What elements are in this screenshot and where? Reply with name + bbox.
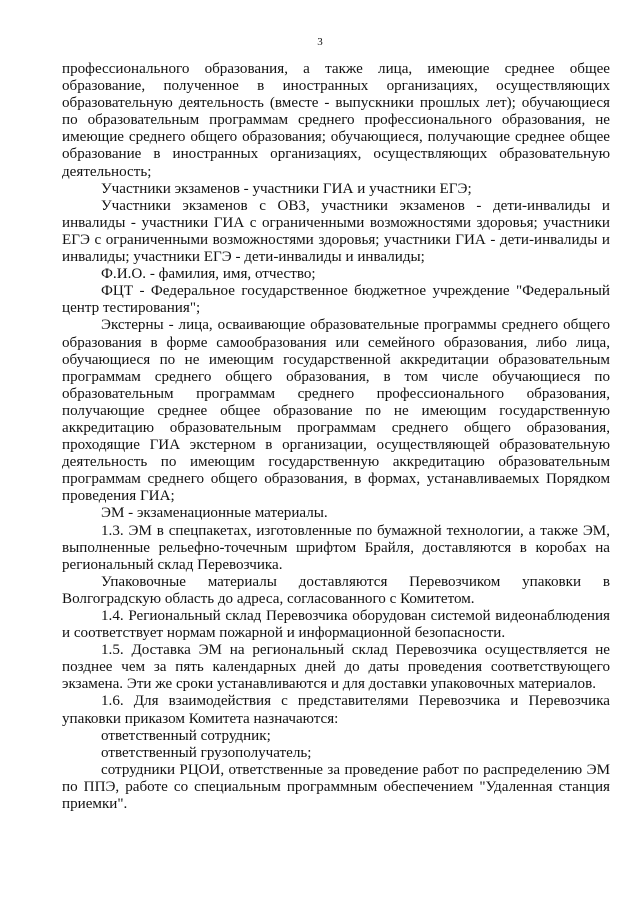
paragraph-participants-ovz: Участники экзаменов с ОВЗ, участники экзаменов - дети-инвалиды и инвалиды - участники ГИА с ограниченными возможностями здоровья; участники ЕГЭ с ограниченными возможностями здоровья; участники ГИА - дети-инвалиды и инвалиды; участники ЕГЭ - дети-инвалиды и инвалиды; [62, 197, 610, 266]
page-number: 3 [317, 36, 323, 48]
paragraph-section-1-6: 1.6. Для взаимодействия с представителями Перевозчика и Перевозчика упаковки приказом Комитета назначаются: [62, 693, 610, 727]
paragraph-section-1-5: 1.5. Доставка ЭМ на региональный склад Перевозчика осуществляется не позднее чем за пять календарных дней до даты проведения соответствующего экзамена. Эти же сроки устанавливаются и для доставки упаковочных материалов. [62, 642, 610, 693]
paragraph-packaging: Упаковочные материалы доставляются Перевозчиком упаковки в Волгоградскую область до адреса, согласованного с Комитетом. [62, 573, 610, 607]
paragraph-fio: Ф.И.О. - фамилия, имя, отчество; [101, 266, 316, 283]
document-body [62, 61, 610, 813]
paragraph-section-1-4: 1.4. Региональный склад Перевозчика оборудован системой видеонаблюдения и соответствует нормам пожарной и информационной безопасности. [62, 608, 610, 642]
list-item-responsible-employee: ответственный сотрудник; [101, 727, 271, 744]
paragraph-em: ЭМ - экзаменационные материалы. [101, 505, 328, 522]
paragraph-exam-participants: Участники экзаменов - участники ГИА и участники ЕГЭ; [101, 180, 472, 197]
list-item-rcoi-staff: сотрудники РЦОИ, ответственные за проведение работ по распределению ЭМ по ППЭ, работе со специальным программным обеспечением "Удаленная станция приемки". [62, 761, 610, 813]
list-item-responsible-consignee: ответственный грузополучатель; [101, 744, 312, 761]
paragraph-fct: ФЦТ - Федеральное государственное бюджетное учреждение "Федеральный центр тестирования"; [62, 283, 610, 317]
paragraph-externs: Экстерны - лица, осваивающие образовательные программы среднего общего образования в форме самообразования или семейного образования, либо лица, обучающиеся по не имеющим государственной аккредитации образовательным программам среднего общего образования, в том числе обучающиеся по образовательным программам среднего профессионального образования, получающие среднее общее образование по не имеющим государственную аккредитацию образовательным программам среднего общего образования, проходящие ГИА экстерном в организации, осуществляющей образовательную деятельность по имеющим государственную аккредитацию образовательным программам среднего общего образования, в формах, устанавливаемых Порядком проведения ГИА; [62, 317, 610, 505]
paragraph-section-1-3: 1.3. ЭМ в спецпакетах, изготовленные по бумажной технологии, а также ЭМ, выполненные рельефно-точечным шрифтом Брайля, доставляются в коробах на региональный склад Перевозчика. [62, 522, 610, 573]
paragraph-graduates-continued: профессионального образования, а также лица, имеющие среднее общее образование, полученное в иностранных организациях, осуществляющих образовательную деятельность (вместе - выпускники прошлых лет); обучающиеся по образовательным программам среднего профессионального образования, не имеющие среднего общего образования; обучающиеся, получающие среднее общее образование в иностранных организациях, осуществляющих образовательную деятельность; [62, 61, 610, 180]
